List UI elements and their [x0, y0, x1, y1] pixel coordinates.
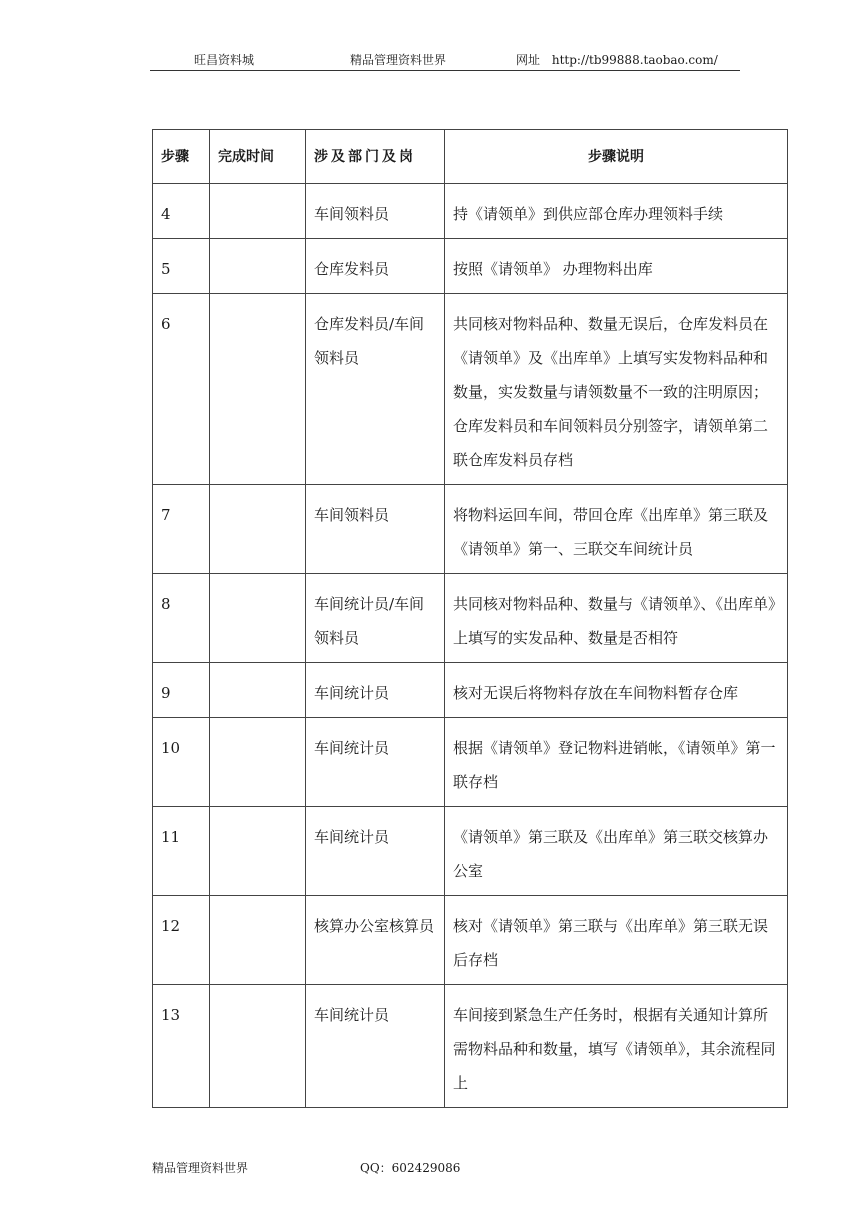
table-row [153, 239, 788, 294]
cell-dept: 核算办公室核算员 [306, 896, 445, 985]
table-row [153, 485, 788, 574]
col-header-step: 步骤 [153, 130, 210, 184]
cell-desc: 根据《请领单》登记物料进销帐，《请领单》第一联存档 [445, 718, 788, 807]
cell-dept: 仓库发料员 [306, 239, 445, 294]
process-steps-table [152, 129, 788, 1108]
table-row [153, 574, 788, 663]
cell-time [210, 485, 306, 574]
cell-dept: 仓库发料员/车间领料员 [306, 294, 445, 485]
cell-desc: 将物料运回车间，带回仓库《出库单》第三联及《请领单》第一、三联交车间统计员 [445, 485, 788, 574]
cell-time [210, 294, 306, 485]
cell-time [210, 718, 306, 807]
cell-step: 5 [153, 239, 210, 294]
header-center-text: 精品管理资料世界 [350, 53, 447, 67]
cell-step: 13 [153, 985, 210, 1108]
col-header-time: 完成时间 [210, 130, 306, 184]
cell-time [210, 896, 306, 985]
table-row [153, 294, 788, 485]
cell-time [210, 184, 306, 239]
header-divider [150, 70, 740, 71]
cell-desc: 共同核对物料品种、数量与《请领单》、《出库单》上填写的实发品种、数量是否相符 [445, 574, 788, 663]
cell-dept: 车间领料员 [306, 485, 445, 574]
table-row [153, 985, 788, 1108]
cell-step: 4 [153, 184, 210, 239]
cell-dept: 车间统计员 [306, 718, 445, 807]
col-header-dept: 涉及部门及岗 [306, 130, 445, 184]
cell-step: 11 [153, 807, 210, 896]
cell-dept: 车间领料员 [306, 184, 445, 239]
header-left-text: 旺昌资料城 [194, 53, 255, 67]
header-url-block [516, 52, 718, 68]
header-url-label: 网址 [516, 53, 541, 67]
cell-desc: 持《请领单》到供应部仓库办理领料手续 [445, 184, 788, 239]
cell-time [210, 663, 306, 718]
cell-desc: 《请领单》第三联及《出库单》第三联交核算办公室 [445, 807, 788, 896]
cell-step: 6 [153, 294, 210, 485]
cell-step: 7 [153, 485, 210, 574]
cell-time [210, 807, 306, 896]
cell-dept: 车间统计员 [306, 807, 445, 896]
cell-dept: 车间统计员/车间领料员 [306, 574, 445, 663]
col-header-desc: 步骤说明 [445, 130, 788, 184]
table-row [153, 718, 788, 807]
cell-time [210, 239, 306, 294]
cell-desc: 按照《请领单》 办理物料出库 [445, 239, 788, 294]
cell-dept: 车间统计员 [306, 663, 445, 718]
cell-time [210, 574, 306, 663]
cell-dept: 车间统计员 [306, 985, 445, 1108]
table-row [153, 807, 788, 896]
table-row [153, 663, 788, 718]
table-row [153, 896, 788, 985]
cell-step: 12 [153, 896, 210, 985]
cell-desc: 共同核对物料品种、数量无误后，仓库发料员在《请领单》及《出库单》上填写实发物料品种和数量，实发数量与请领数量不一致的注明原因；仓库发料员和车间领料员分别签字，请领单第二联仓库发料员存档 [445, 294, 788, 485]
footer-qq-text: QQ：602429086 [360, 1161, 461, 1175]
table-header-row [153, 130, 788, 184]
cell-desc: 车间接到紧急生产任务时，根据有关通知计算所需物料品种和数量，填写《请领单》，其余流程同上 [445, 985, 788, 1108]
cell-desc: 核对《请领单》第三联与《出库单》第三联无误后存档 [445, 896, 788, 985]
cell-step: 8 [153, 574, 210, 663]
cell-step: 9 [153, 663, 210, 718]
cell-desc: 核对无误后将物料存放在车间物料暂存仓库 [445, 663, 788, 718]
table-row [153, 184, 788, 239]
header-url-link[interactable]: http://tb99888.taobao.com/ [551, 53, 718, 67]
footer-left-text: 精品管理资料世界 [152, 1161, 249, 1175]
cell-time [210, 985, 306, 1108]
cell-step: 10 [153, 718, 210, 807]
